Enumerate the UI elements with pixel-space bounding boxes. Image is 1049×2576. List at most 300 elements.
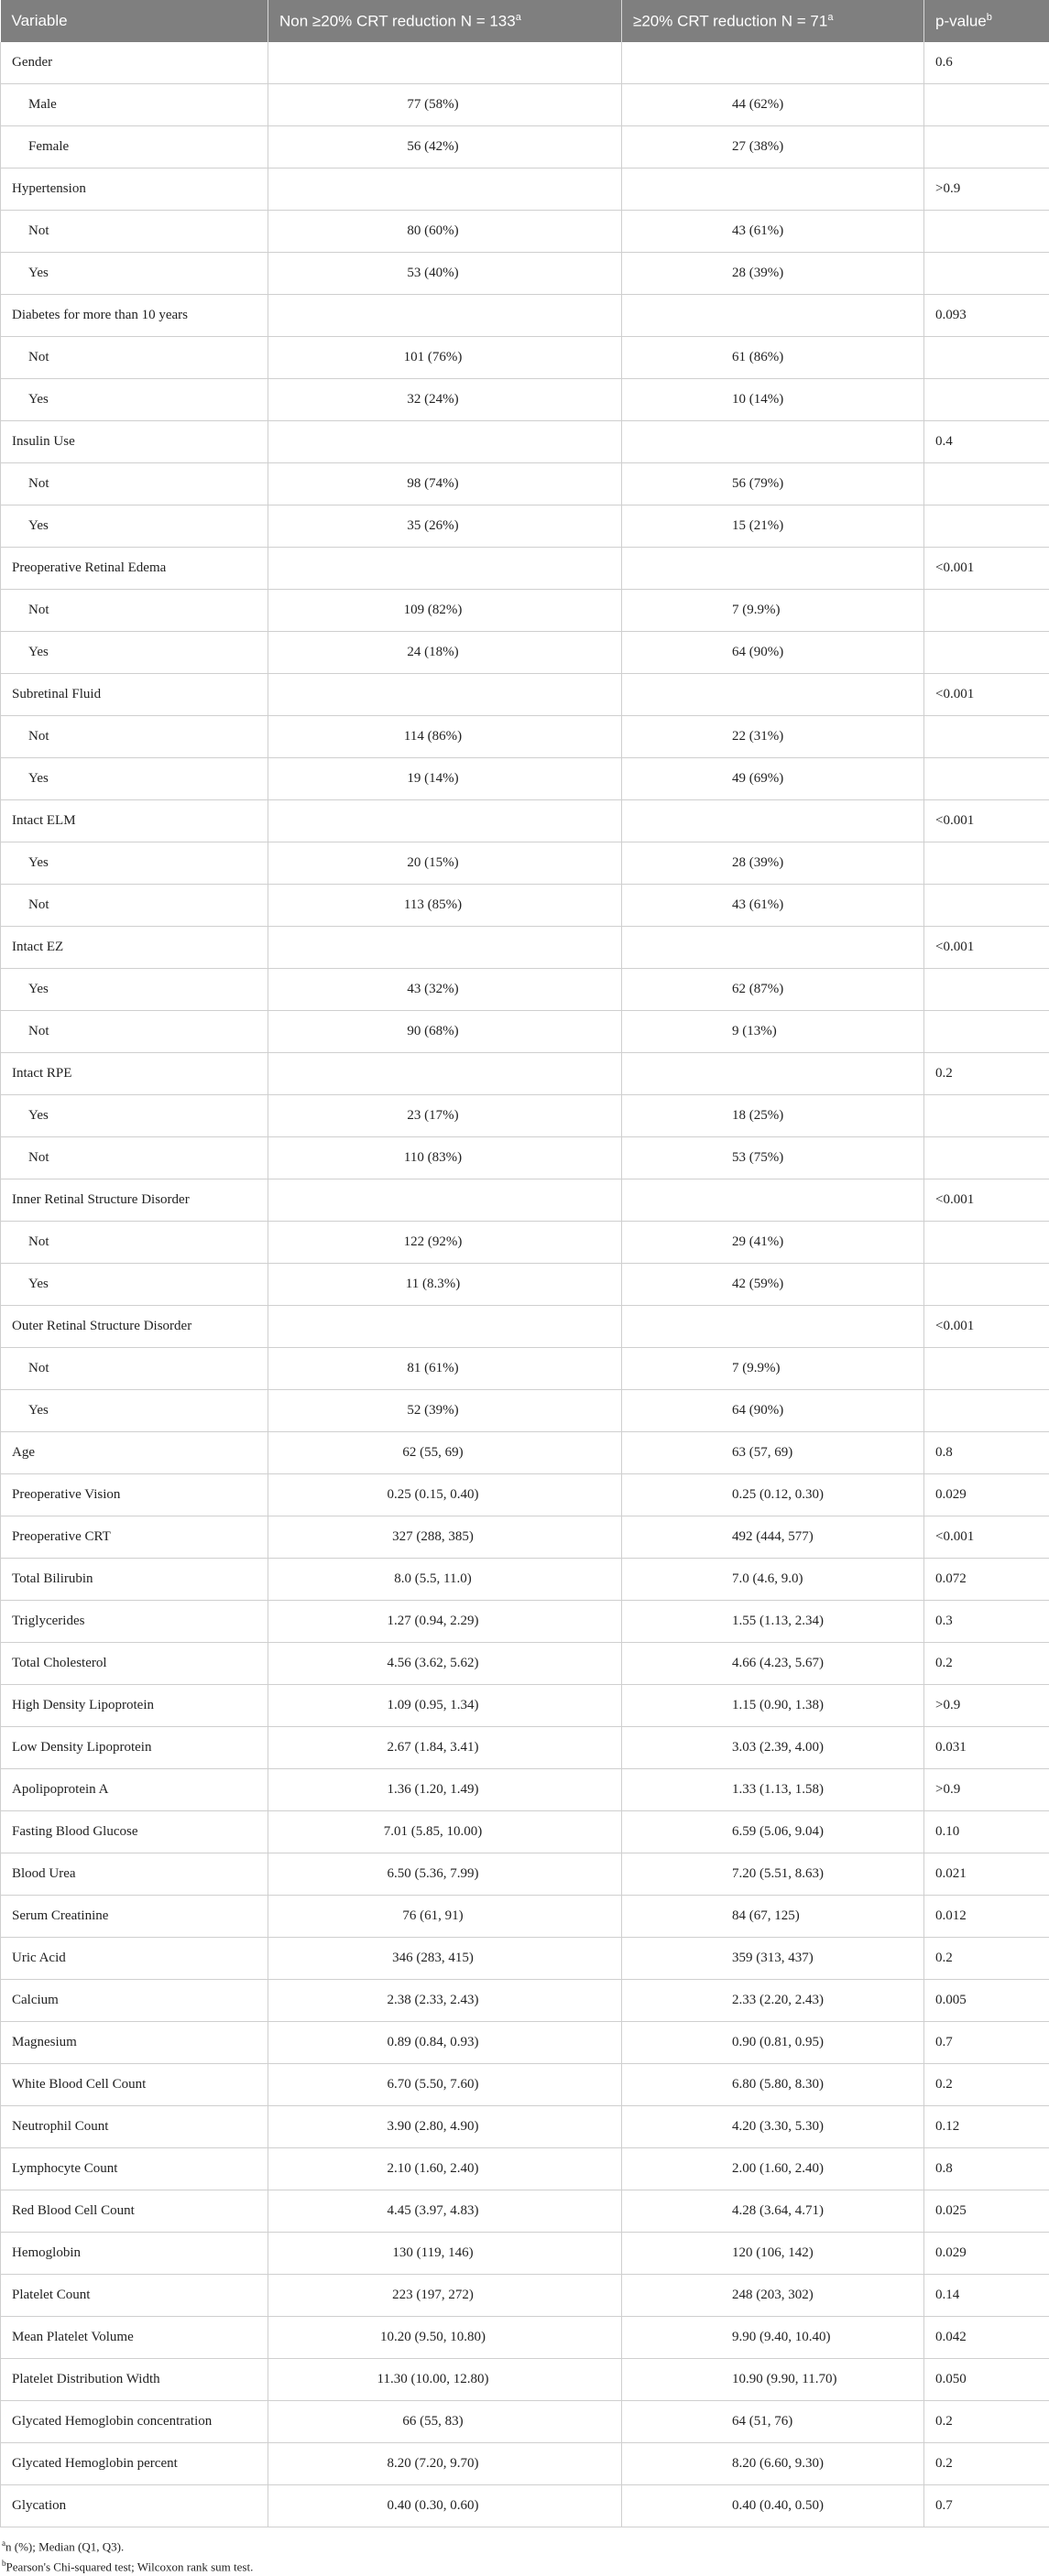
- cell-group1: [268, 42, 622, 84]
- cell-variable: Intact ELM: [1, 800, 268, 842]
- cell-variable: Not: [1, 337, 268, 379]
- cell-pvalue: 0.10: [924, 1811, 1049, 1853]
- cell-variable: Not: [1, 716, 268, 758]
- cell-variable: Apolipoprotein A: [1, 1769, 268, 1811]
- table-row: [1, 126, 1049, 168]
- cell-pvalue: 0.029: [924, 1474, 1049, 1516]
- cell-variable: Not: [1, 590, 268, 632]
- cell-group1: 327 (288, 385): [268, 1516, 622, 1559]
- cell-variable: Uric Acid: [1, 1938, 268, 1980]
- cell-group1: 52 (39%): [268, 1390, 622, 1432]
- cell-variable: Hypertension: [1, 168, 268, 211]
- cell-variable: Insulin Use: [1, 421, 268, 463]
- cell-variable: Glycated Hemoglobin concentration: [1, 2401, 268, 2443]
- cell-group2: 1.55 (1.13, 2.34): [622, 1601, 924, 1643]
- cell-group2: 8.20 (6.60, 9.30): [622, 2443, 924, 2485]
- cell-pvalue: [924, 590, 1049, 632]
- cell-group2: [622, 295, 924, 337]
- cell-group2: 28 (39%): [622, 842, 924, 885]
- table-row: [1, 168, 1049, 211]
- cell-pvalue: 0.072: [924, 1559, 1049, 1601]
- cell-group1: 35 (26%): [268, 505, 622, 548]
- cell-pvalue: 0.7: [924, 2022, 1049, 2064]
- cell-pvalue: >0.9: [924, 1769, 1049, 1811]
- cell-group2: 63 (57, 69): [622, 1432, 924, 1474]
- cell-group1: [268, 1053, 622, 1095]
- cell-group2: 1.33 (1.13, 1.58): [622, 1769, 924, 1811]
- cell-group2: 61 (86%): [622, 337, 924, 379]
- table-row: [1, 295, 1049, 337]
- cell-pvalue: 0.093: [924, 295, 1049, 337]
- table-row: [1, 1432, 1049, 1474]
- cell-pvalue: [924, 1222, 1049, 1264]
- cell-group2: 10 (14%): [622, 379, 924, 421]
- cell-group2: 84 (67, 125): [622, 1896, 924, 1938]
- cell-group2: 3.03 (2.39, 4.00): [622, 1727, 924, 1769]
- cell-group1: [268, 927, 622, 969]
- cell-group2: 2.00 (1.60, 2.40): [622, 2148, 924, 2190]
- cell-variable: Yes: [1, 1390, 268, 1432]
- cell-group1: [268, 295, 622, 337]
- cell-group1: 4.45 (3.97, 4.83): [268, 2190, 622, 2233]
- cell-variable: Yes: [1, 842, 268, 885]
- cell-variable: Not: [1, 463, 268, 505]
- cell-pvalue: 0.050: [924, 2359, 1049, 2401]
- cell-variable: Preoperative Retinal Edema: [1, 548, 268, 590]
- table-row: [1, 548, 1049, 590]
- cell-group2: 492 (444, 577): [622, 1516, 924, 1559]
- table-row: [1, 2359, 1049, 2401]
- cell-group2: 359 (313, 437): [622, 1938, 924, 1980]
- cell-group1: 130 (119, 146): [268, 2233, 622, 2275]
- cell-group1: 62 (55, 69): [268, 1432, 622, 1474]
- cell-group1: 98 (74%): [268, 463, 622, 505]
- cell-pvalue: 0.029: [924, 2233, 1049, 2275]
- table-row: [1, 379, 1049, 421]
- table-row: [1, 969, 1049, 1011]
- table-row: [1, 1306, 1049, 1348]
- table-row: [1, 2022, 1049, 2064]
- cell-group2: 6.59 (5.06, 9.04): [622, 1811, 924, 1853]
- cell-variable: Total Bilirubin: [1, 1559, 268, 1601]
- table-row: [1, 1474, 1049, 1516]
- cell-variable: Yes: [1, 1264, 268, 1306]
- footnote-a: [2, 2535, 1049, 2555]
- table-row: [1, 2190, 1049, 2233]
- cell-group1: 4.56 (3.62, 5.62): [268, 1643, 622, 1685]
- cell-pvalue: 0.2: [924, 1643, 1049, 1685]
- cell-pvalue: 0.2: [924, 2443, 1049, 2485]
- cell-pvalue: 0.2: [924, 1053, 1049, 1095]
- table-row: [1, 1222, 1049, 1264]
- table-row: [1, 716, 1049, 758]
- cell-pvalue: [924, 126, 1049, 168]
- cell-group2: [622, 800, 924, 842]
- cell-group1: [268, 168, 622, 211]
- cell-group2: 64 (90%): [622, 1390, 924, 1432]
- table-row: [1, 84, 1049, 126]
- footnotes: [0, 2527, 1049, 2576]
- cell-pvalue: [924, 1095, 1049, 1137]
- table-row: [1, 2317, 1049, 2359]
- table-row: [1, 1643, 1049, 1685]
- table-row: [1, 1980, 1049, 2022]
- cell-group2: [622, 927, 924, 969]
- cell-pvalue: [924, 253, 1049, 295]
- cell-pvalue: 0.042: [924, 2317, 1049, 2359]
- cell-pvalue: [924, 337, 1049, 379]
- cell-group1: 32 (24%): [268, 379, 622, 421]
- cell-pvalue: [924, 1348, 1049, 1390]
- cell-variable: Yes: [1, 379, 268, 421]
- cell-group1: 2.38 (2.33, 2.43): [268, 1980, 622, 2022]
- cell-pvalue: [924, 379, 1049, 421]
- cell-group1: 90 (68%): [268, 1011, 622, 1053]
- cell-variable: Not: [1, 1137, 268, 1179]
- cell-variable: Fasting Blood Glucose: [1, 1811, 268, 1853]
- cell-group1: 1.27 (0.94, 2.29): [268, 1601, 622, 1643]
- table-row: [1, 2064, 1049, 2106]
- cell-group2: [622, 1053, 924, 1095]
- table-row: [1, 211, 1049, 253]
- cell-pvalue: 0.031: [924, 1727, 1049, 1769]
- cell-pvalue: [924, 632, 1049, 674]
- table-row: [1, 758, 1049, 800]
- cell-group1: 77 (58%): [268, 84, 622, 126]
- cell-variable: Not: [1, 1011, 268, 1053]
- cell-group2: 42 (59%): [622, 1264, 924, 1306]
- cell-group1: 113 (85%): [268, 885, 622, 927]
- table-row: [1, 1348, 1049, 1390]
- table-row: [1, 1853, 1049, 1896]
- cell-group1: [268, 421, 622, 463]
- cell-variable: Preoperative CRT: [1, 1516, 268, 1559]
- table-row: [1, 632, 1049, 674]
- cell-variable: Female: [1, 126, 268, 168]
- cell-variable: Calcium: [1, 1980, 268, 2022]
- header-row: [1, 0, 1049, 42]
- cell-pvalue: [924, 505, 1049, 548]
- table-row: [1, 253, 1049, 295]
- footnote-b-text: Pearson's Chi-squared test; Wilcoxon rank sum test.: [6, 2560, 254, 2574]
- cell-variable: Neutrophil Count: [1, 2106, 268, 2148]
- cell-group1: 3.90 (2.80, 4.90): [268, 2106, 622, 2148]
- cell-group1: 122 (92%): [268, 1222, 622, 1264]
- cell-variable: White Blood Cell Count: [1, 2064, 268, 2106]
- cell-pvalue: 0.3: [924, 1601, 1049, 1643]
- cell-group2: 15 (21%): [622, 505, 924, 548]
- cell-group2: 0.40 (0.40, 0.50): [622, 2485, 924, 2527]
- cell-variable: High Density Lipoprotein: [1, 1685, 268, 1727]
- cell-pvalue: [924, 758, 1049, 800]
- table-row: [1, 42, 1049, 84]
- cell-group2: 64 (90%): [622, 632, 924, 674]
- cell-pvalue: >0.9: [924, 1685, 1049, 1727]
- cell-variable: Intact EZ: [1, 927, 268, 969]
- cell-group1: 1.09 (0.95, 1.34): [268, 1685, 622, 1727]
- cell-group1: 80 (60%): [268, 211, 622, 253]
- cell-group2: 7 (9.9%): [622, 1348, 924, 1390]
- table-row: [1, 2148, 1049, 2190]
- cell-pvalue: 0.8: [924, 1432, 1049, 1474]
- cell-group2: [622, 1306, 924, 1348]
- cell-variable: Hemoglobin: [1, 2233, 268, 2275]
- cell-group1: 109 (82%): [268, 590, 622, 632]
- cell-pvalue: [924, 1137, 1049, 1179]
- table-row: [1, 2233, 1049, 2275]
- header-group2-sup: a: [827, 12, 833, 23]
- cell-group2: 7.0 (4.6, 9.0): [622, 1559, 924, 1601]
- cell-pvalue: [924, 463, 1049, 505]
- cell-pvalue: <0.001: [924, 1306, 1049, 1348]
- cell-pvalue: [924, 842, 1049, 885]
- cell-group2: 27 (38%): [622, 126, 924, 168]
- cell-group2: 7 (9.9%): [622, 590, 924, 632]
- cell-pvalue: <0.001: [924, 674, 1049, 716]
- cell-pvalue: 0.14: [924, 2275, 1049, 2317]
- cell-group1: 11 (8.3%): [268, 1264, 622, 1306]
- header-group2-label: ≥20% CRT reduction N = 71: [633, 12, 827, 29]
- cell-group1: 8.20 (7.20, 9.70): [268, 2443, 622, 2485]
- cell-group2: 120 (106, 142): [622, 2233, 924, 2275]
- table-row: [1, 1095, 1049, 1137]
- table-row: [1, 1137, 1049, 1179]
- cell-variable: Not: [1, 211, 268, 253]
- header-variable-label: Variable: [12, 12, 68, 29]
- cell-group2: 4.28 (3.64, 4.71): [622, 2190, 924, 2233]
- footnote-a-text: n (%); Median (Q1, Q3).: [5, 2539, 124, 2553]
- cell-variable: Yes: [1, 632, 268, 674]
- table-row: [1, 1011, 1049, 1053]
- cell-group1: 0.89 (0.84, 0.93): [268, 2022, 622, 2064]
- cell-group1: 11.30 (10.00, 12.80): [268, 2359, 622, 2401]
- table-row: [1, 1264, 1049, 1306]
- cell-pvalue: 0.025: [924, 2190, 1049, 2233]
- cell-group2: 28 (39%): [622, 253, 924, 295]
- cell-group2: 44 (62%): [622, 84, 924, 126]
- header-group2: [622, 0, 924, 42]
- cell-variable: Glycation: [1, 2485, 268, 2527]
- header-group1-label: Non ≥20% CRT reduction N = 133: [279, 12, 516, 29]
- cell-group1: 43 (32%): [268, 969, 622, 1011]
- cell-variable: Serum Creatinine: [1, 1896, 268, 1938]
- table-body: [1, 42, 1049, 2527]
- table-row: [1, 505, 1049, 548]
- header-pvalue: [924, 0, 1049, 42]
- cell-pvalue: [924, 211, 1049, 253]
- table-row: [1, 1516, 1049, 1559]
- cell-pvalue: 0.2: [924, 2064, 1049, 2106]
- cell-group2: 248 (203, 302): [622, 2275, 924, 2317]
- cell-group2: 22 (31%): [622, 716, 924, 758]
- cell-group1: 81 (61%): [268, 1348, 622, 1390]
- table-row: [1, 421, 1049, 463]
- header-group1: [268, 0, 622, 42]
- cell-variable: Triglycerides: [1, 1601, 268, 1643]
- cell-pvalue: 0.012: [924, 1896, 1049, 1938]
- cell-pvalue: [924, 84, 1049, 126]
- table-row: [1, 463, 1049, 505]
- cell-group1: 7.01 (5.85, 10.00): [268, 1811, 622, 1853]
- table-row: [1, 674, 1049, 716]
- cell-group2: 49 (69%): [622, 758, 924, 800]
- cell-group1: [268, 1179, 622, 1222]
- footnote-b-sup: b: [2, 2559, 6, 2568]
- cell-pvalue: [924, 1390, 1049, 1432]
- cell-variable: Low Density Lipoprotein: [1, 1727, 268, 1769]
- cell-group1: 2.67 (1.84, 3.41): [268, 1727, 622, 1769]
- cell-group2: 56 (79%): [622, 463, 924, 505]
- cell-group1: 6.70 (5.50, 7.60): [268, 2064, 622, 2106]
- cell-group1: 101 (76%): [268, 337, 622, 379]
- cell-variable: Gender: [1, 42, 268, 84]
- cell-pvalue: 0.005: [924, 1980, 1049, 2022]
- footnote-b: [2, 2555, 1049, 2575]
- cell-pvalue: 0.6: [924, 42, 1049, 84]
- cell-variable: Glycated Hemoglobin percent: [1, 2443, 268, 2485]
- cell-group2: 43 (61%): [622, 885, 924, 927]
- cell-group1: 2.10 (1.60, 2.40): [268, 2148, 622, 2190]
- table-row: [1, 1811, 1049, 1853]
- cell-variable: Yes: [1, 1095, 268, 1137]
- cell-group1: 223 (197, 272): [268, 2275, 622, 2317]
- table-row: [1, 1053, 1049, 1095]
- table-row: [1, 1685, 1049, 1727]
- table-row: [1, 2485, 1049, 2527]
- cell-group2: [622, 1179, 924, 1222]
- cell-variable: Inner Retinal Structure Disorder: [1, 1179, 268, 1222]
- cell-variable: Preoperative Vision: [1, 1474, 268, 1516]
- cell-group2: 0.25 (0.12, 0.30): [622, 1474, 924, 1516]
- cell-group2: [622, 421, 924, 463]
- cell-variable: Yes: [1, 758, 268, 800]
- cell-group1: [268, 1306, 622, 1348]
- cell-variable: Platelet Count: [1, 2275, 268, 2317]
- cell-group2: 43 (61%): [622, 211, 924, 253]
- table-row: [1, 1390, 1049, 1432]
- cell-variable: Outer Retinal Structure Disorder: [1, 1306, 268, 1348]
- cell-variable: Red Blood Cell Count: [1, 2190, 268, 2233]
- cell-pvalue: 0.2: [924, 1938, 1049, 1980]
- cell-pvalue: [924, 1264, 1049, 1306]
- cell-group2: 7.20 (5.51, 8.63): [622, 1853, 924, 1896]
- cell-variable: Diabetes for more than 10 years: [1, 295, 268, 337]
- cell-variable: Male: [1, 84, 268, 126]
- table-row: [1, 927, 1049, 969]
- cell-group2: 0.90 (0.81, 0.95): [622, 2022, 924, 2064]
- cell-pvalue: >0.9: [924, 168, 1049, 211]
- cell-group2: 2.33 (2.20, 2.43): [622, 1980, 924, 2022]
- cell-pvalue: <0.001: [924, 548, 1049, 590]
- cell-variable: Lymphocyte Count: [1, 2148, 268, 2190]
- cell-group1: 110 (83%): [268, 1137, 622, 1179]
- table-row: [1, 1896, 1049, 1938]
- cell-group1: [268, 800, 622, 842]
- cell-group2: [622, 548, 924, 590]
- cell-group2: [622, 674, 924, 716]
- header-group1-sup: a: [516, 12, 521, 23]
- cell-pvalue: 0.8: [924, 2148, 1049, 2190]
- cell-pvalue: 0.021: [924, 1853, 1049, 1896]
- cell-group1: 20 (15%): [268, 842, 622, 885]
- cell-variable: Magnesium: [1, 2022, 268, 2064]
- cell-pvalue: 0.12: [924, 2106, 1049, 2148]
- table-row: [1, 337, 1049, 379]
- cell-group2: 53 (75%): [622, 1137, 924, 1179]
- cell-variable: Intact RPE: [1, 1053, 268, 1095]
- cell-group1: 19 (14%): [268, 758, 622, 800]
- cell-pvalue: 0.7: [924, 2485, 1049, 2527]
- cell-pvalue: <0.001: [924, 927, 1049, 969]
- table-row: [1, 2443, 1049, 2485]
- cell-pvalue: [924, 1011, 1049, 1053]
- cell-group2: 9.90 (9.40, 10.40): [622, 2317, 924, 2359]
- cell-group1: 10.20 (9.50, 10.80): [268, 2317, 622, 2359]
- cell-group1: 56 (42%): [268, 126, 622, 168]
- table-row: [1, 1938, 1049, 1980]
- cell-variable: Age: [1, 1432, 268, 1474]
- cell-group1: 6.50 (5.36, 7.99): [268, 1853, 622, 1896]
- table-row: [1, 1179, 1049, 1222]
- table-row: [1, 2106, 1049, 2148]
- cell-group2: 4.20 (3.30, 5.30): [622, 2106, 924, 2148]
- cell-pvalue: 0.2: [924, 2401, 1049, 2443]
- cell-group1: 66 (55, 83): [268, 2401, 622, 2443]
- header-pvalue-sup: b: [987, 12, 992, 23]
- table-row: [1, 1727, 1049, 1769]
- cell-group2: 64 (51, 76): [622, 2401, 924, 2443]
- table-row: [1, 2401, 1049, 2443]
- cell-group1: [268, 674, 622, 716]
- header-variable: [1, 0, 268, 42]
- cell-variable: Yes: [1, 253, 268, 295]
- cell-group2: 18 (25%): [622, 1095, 924, 1137]
- cell-group2: 29 (41%): [622, 1222, 924, 1264]
- cell-pvalue: [924, 969, 1049, 1011]
- cell-group1: 0.40 (0.30, 0.60): [268, 2485, 622, 2527]
- footnote-a-sup: a: [2, 2538, 5, 2548]
- cell-group2: 4.66 (4.23, 5.67): [622, 1643, 924, 1685]
- cell-group1: 1.36 (1.20, 1.49): [268, 1769, 622, 1811]
- cell-group2: [622, 168, 924, 211]
- cell-group1: 114 (86%): [268, 716, 622, 758]
- cell-group2: 1.15 (0.90, 1.38): [622, 1685, 924, 1727]
- cell-group1: 24 (18%): [268, 632, 622, 674]
- cell-group1: 346 (283, 415): [268, 1938, 622, 1980]
- cell-variable: Yes: [1, 505, 268, 548]
- cell-variable: Platelet Distribution Width: [1, 2359, 268, 2401]
- cell-group1: 76 (61, 91): [268, 1896, 622, 1938]
- table-row: [1, 2275, 1049, 2317]
- cell-variable: Blood Urea: [1, 1853, 268, 1896]
- cell-group1: 53 (40%): [268, 253, 622, 295]
- cell-group2: 6.80 (5.80, 8.30): [622, 2064, 924, 2106]
- cell-group2: [622, 42, 924, 84]
- cell-pvalue: <0.001: [924, 1179, 1049, 1222]
- cell-variable: Subretinal Fluid: [1, 674, 268, 716]
- table-row: [1, 1601, 1049, 1643]
- cell-pvalue: <0.001: [924, 800, 1049, 842]
- cell-variable: Mean Platelet Volume: [1, 2317, 268, 2359]
- cell-group1: [268, 548, 622, 590]
- cell-group2: 62 (87%): [622, 969, 924, 1011]
- table-row: [1, 590, 1049, 632]
- cell-variable: Yes: [1, 969, 268, 1011]
- table-row: [1, 842, 1049, 885]
- cell-variable: Not: [1, 885, 268, 927]
- table-row: [1, 885, 1049, 927]
- cell-pvalue: <0.001: [924, 1516, 1049, 1559]
